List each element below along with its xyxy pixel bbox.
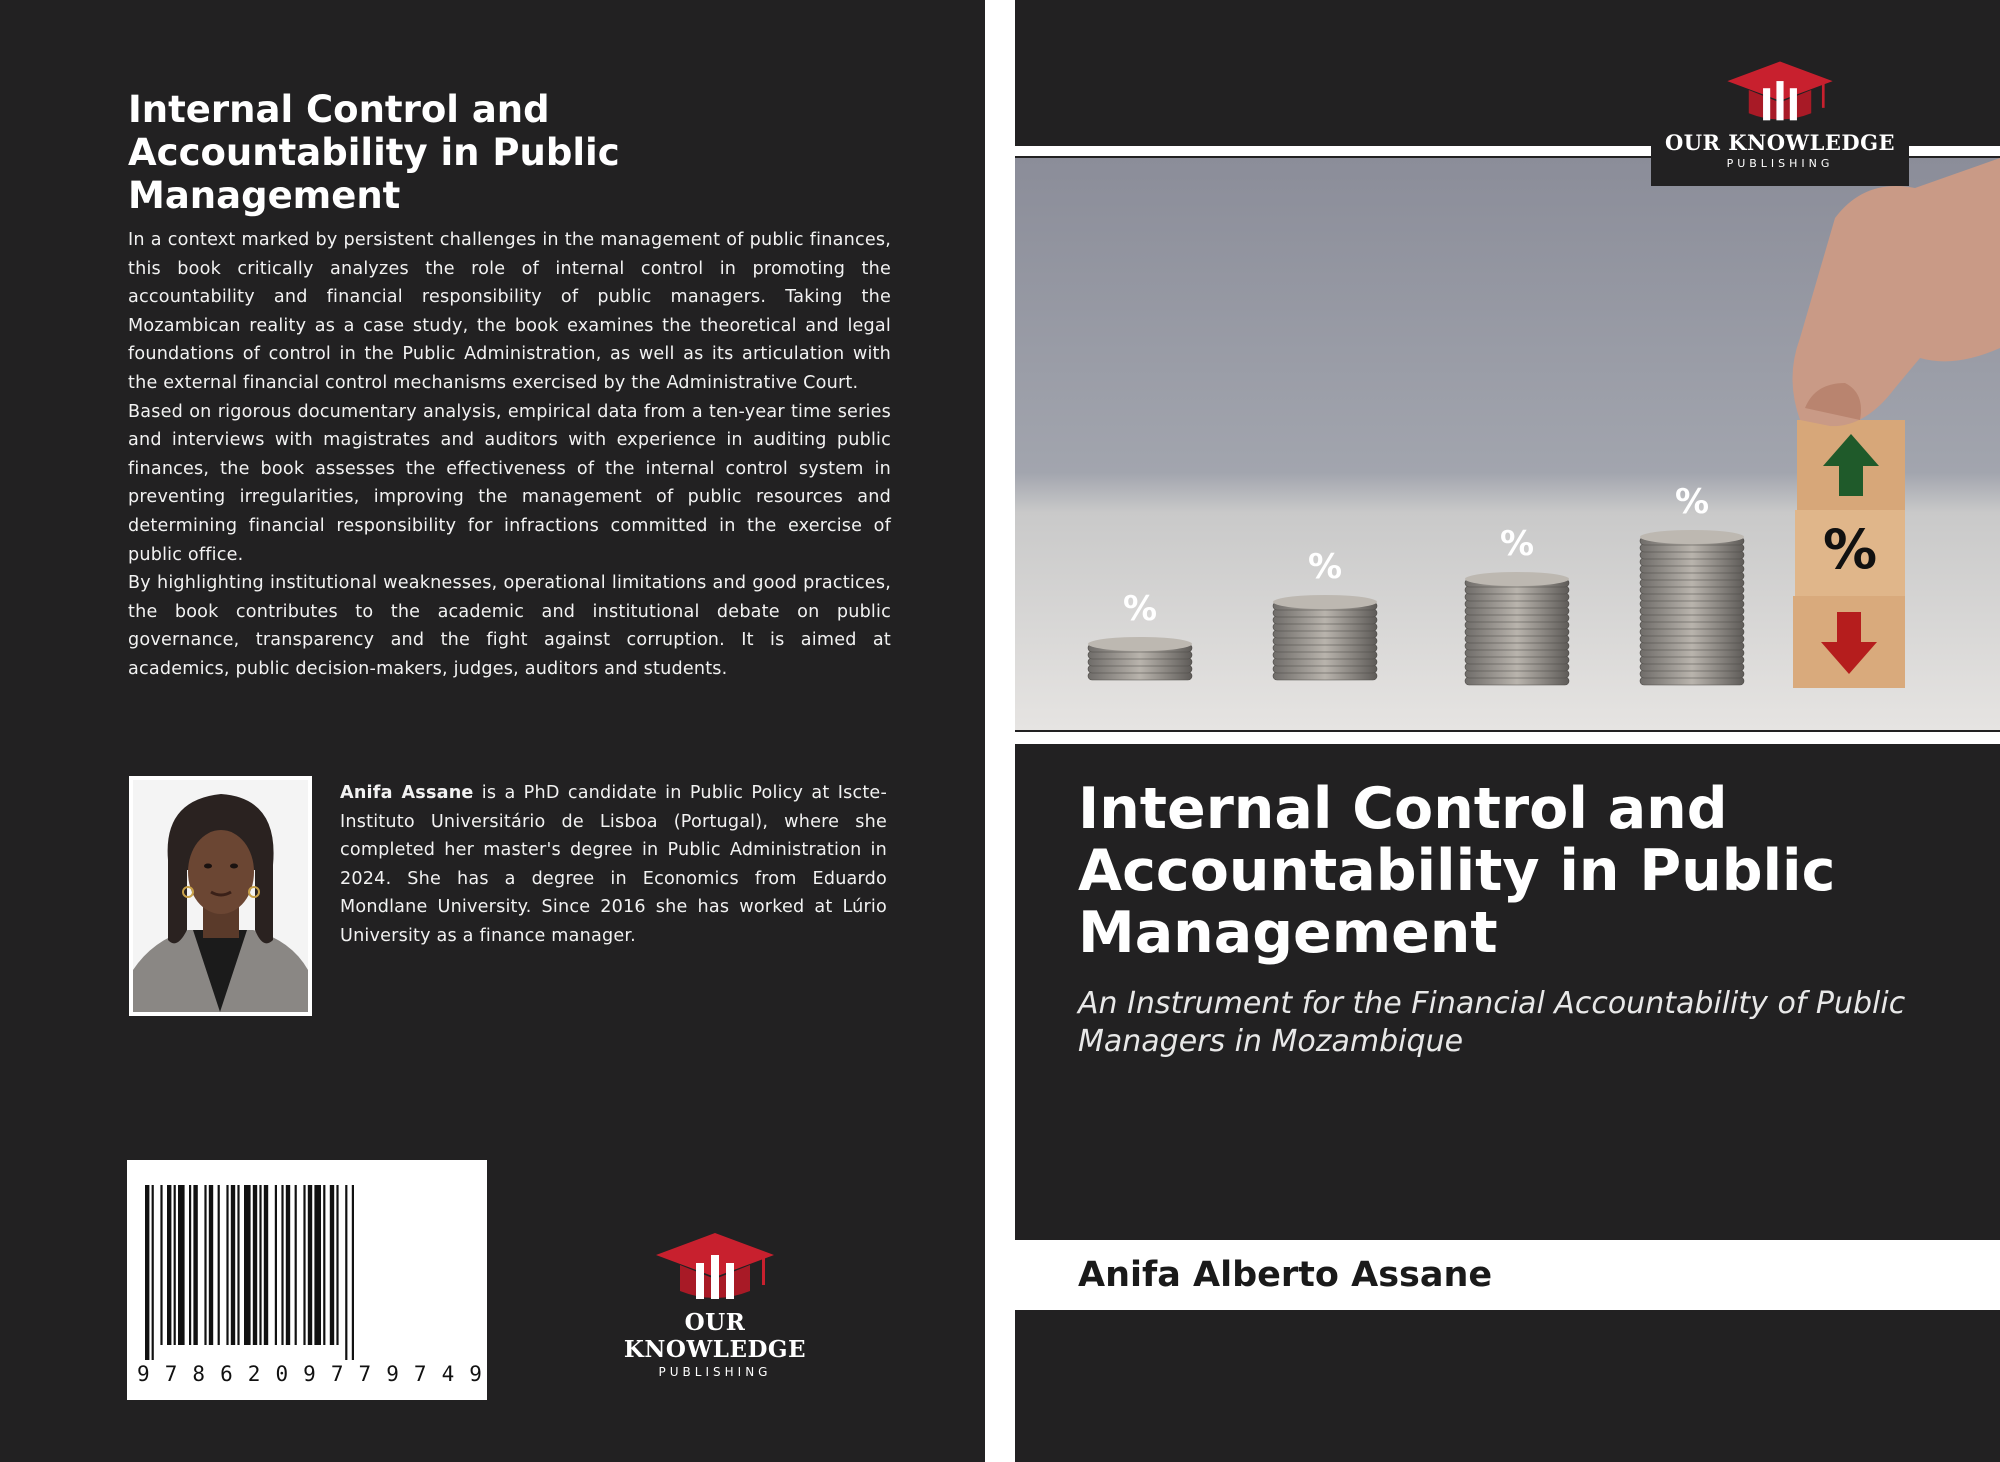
author-bio [340,779,887,951]
front-cover-title: Internal Control and Accountability in Public Management [1078,776,1836,966]
barcode-bar [174,1185,176,1345]
percent-label: % [1674,482,1710,522]
barcode-bar [352,1185,354,1360]
publisher-subtitle: PUBLISHING [1726,157,1834,170]
back-cover [0,0,985,1462]
barcode-bar [259,1185,261,1345]
coin-top [1273,595,1377,609]
barcode-digit: 7 [330,1362,344,1386]
barcode-bar [281,1185,283,1345]
barcode-bar [303,1185,305,1345]
author-bio-text: is a PhD candidate in Public Policy at Iscte-Instituto Universitário de Lisboa (Portugal), where she completed her master's degree in Public Administration in 2024. She has a degree in Economics from Eduardo Mondlane University. Since 2016 she has worked at Lúrio University as a finance manager. [340,783,887,946]
blurb-paragraph: In a context marked by persistent challenges in the management of public finances, this book critically analyzes the role of internal control in promoting the accountability and financial responsibility of public managers. Taking the Mozambican reality as a case study, the book examines the theoretical and legal foundations of control in the Public Administration, as well as its articulation with the external financial control mechanisms exercised by the Administrative Court. [128,230,891,393]
mortarboard-icon [1722,54,1838,126]
coin-top [1088,637,1192,651]
barcode-digit: 7 [358,1362,372,1386]
barcode-digit: 6 [220,1362,233,1386]
barcode-bar [237,1185,239,1345]
barcode-bar [226,1185,228,1345]
barcode-digit: 7 [413,1362,427,1386]
isbn-barcode [127,1160,487,1400]
barcode-bar [193,1185,197,1345]
barcode-digits [137,1362,482,1386]
author-photo [129,776,312,1016]
author-name: Anifa Alberto Assane [1078,1255,1493,1295]
barcode-bar [275,1185,277,1345]
barcode-digit: 9 [137,1362,150,1386]
barcode-bar [286,1185,290,1345]
barcode-bars [145,1185,469,1360]
barcode-bar [204,1185,206,1345]
divider-line [1015,732,2000,744]
barcode-bar [330,1185,334,1345]
publisher-name: OUR KNOWLEDGE [623,1309,807,1363]
barcode-bar [323,1185,325,1345]
percent-label: % [1499,524,1535,564]
block-percent-label: % [1822,518,1878,581]
back-cover-title: Internal Control and Accountability in Public Management [128,88,620,217]
publisher-logo-front [1651,40,1909,186]
coin-top [1640,530,1744,544]
front-cover-subtitle: An Instrument for the Financial Accountability of Public Managers in Mozambique [1078,986,1906,1059]
barcode-bar [152,1185,154,1360]
coin-top [1465,572,1569,586]
barcode-digit: 8 [192,1362,206,1386]
author-band [1015,1240,2000,1310]
barcode-digit: 9 [386,1362,399,1386]
barcode-digit: 9 [469,1362,482,1386]
percent-label: % [1307,547,1343,587]
author-bio-name: Anifa Assane [340,783,474,803]
cover-photo [1015,158,2000,730]
author-portrait-image [133,780,308,1012]
barcode-bar [264,1185,268,1345]
barcode-bar [345,1185,347,1360]
coins-photo-image [1015,158,2000,730]
barcode-bar [336,1185,338,1345]
publisher-name: OUR KNOWLEDGE [1664,130,1896,155]
mortarboard-icon [650,1225,780,1305]
barcode-bar [209,1185,213,1345]
blurb-paragraph: By highlighting institutional weaknesses, operational limitations and good practices, the book contributes to the academic and institutional debate on public governance, transparency and the fight against corruption. It is aimed at academics, public decision-makers, judges, auditors and students. [128,573,891,679]
barcode-bar [178,1185,185,1345]
publisher-logo [590,1225,840,1379]
publisher-subtitle: PUBLISHING [658,1365,772,1379]
blurb-paragraph: Based on rigorous documentary analysis, empirical data from a ten-year time series and interviews with magistrates and auditors with experience in auditing public finances, the book assesses the effectiveness of the internal control system in preventing irregularities, improving the management of public resources and determining financial responsibility for infractions committed in the exercise of public office. [128,401,891,565]
barcode-bar [253,1185,257,1345]
percent-label: % [1122,589,1158,629]
barcode-digit: 2 [247,1362,261,1386]
barcode-digit: 7 [164,1362,178,1386]
barcode-bar [160,1185,162,1345]
barcode-bar [314,1185,321,1345]
barcode-bar [295,1185,297,1345]
barcode-digit: 0 [275,1362,289,1386]
barcode-bar [189,1185,191,1345]
barcode-bar [145,1185,149,1360]
barcode-bar [231,1185,235,1345]
barcode-bar [218,1185,220,1345]
barcode-bar [167,1185,171,1345]
book-blurb [128,226,891,684]
barcode-bar [244,1185,251,1345]
barcode-digit: 4 [441,1362,455,1386]
barcode-bar [308,1185,312,1345]
barcode-digit: 9 [303,1362,316,1386]
